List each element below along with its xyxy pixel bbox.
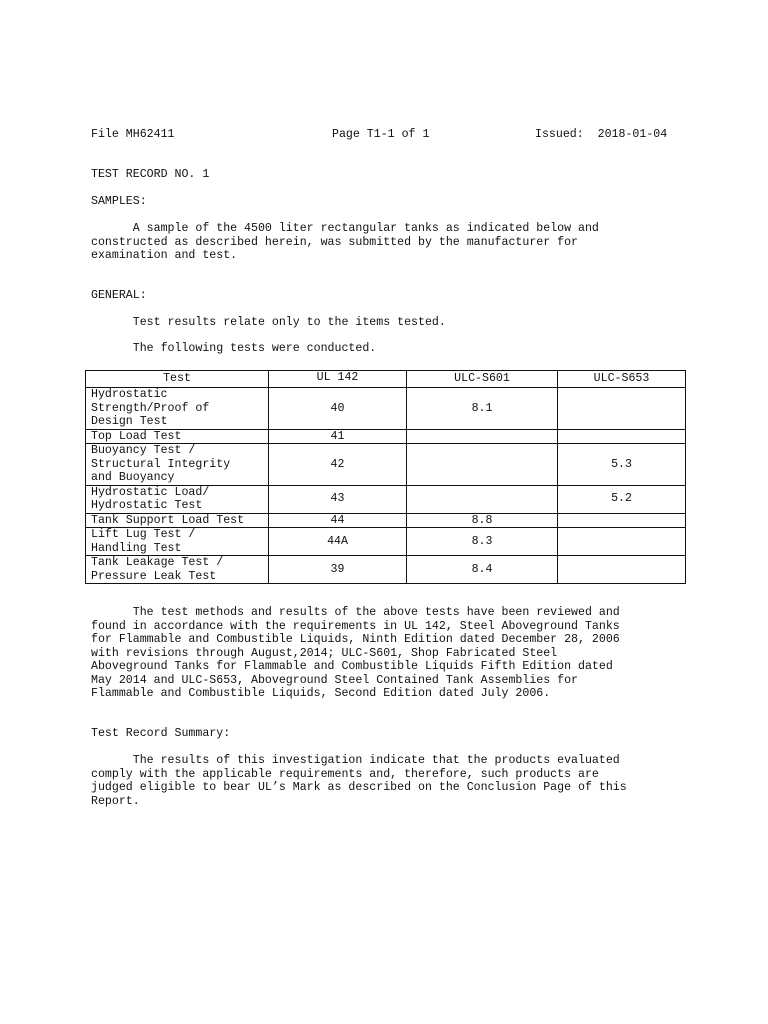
ulc-s601-value (407, 444, 558, 486)
test-name: Buoyancy Test / Structural Integrity and Buoyancy (86, 444, 269, 486)
ulc-s601-value (407, 429, 558, 444)
table-row (86, 388, 686, 430)
summary-paragraph: The results of this investigation indicate that the products evaluated comply with the applicable requirements and, therefore, such products are judged eligible to bear UL’s Mark as described on the Conclusion Page of this Report. (91, 754, 627, 808)
ulc-s653-value (558, 528, 686, 556)
general-heading: GENERAL: (91, 289, 147, 302)
table-row (86, 528, 686, 556)
test-name: Lift Lug Test / Handling Test (86, 528, 269, 556)
issued-date: Issued: 2018-01-04 (535, 128, 668, 141)
ulc-s653-value (558, 556, 686, 584)
table-row (86, 444, 686, 486)
ul142-value: 44A (269, 528, 407, 556)
ulc-s653-value: 5.3 (558, 444, 686, 486)
test-name: Top Load Test (86, 429, 269, 444)
tests-table (85, 370, 686, 584)
samples-paragraph: A sample of the 4500 liter rectangular tanks as indicated below and constructed as described herein, was submitted by the manufacturer for examination and test. (91, 222, 599, 262)
ul142-value: 44 (269, 513, 407, 528)
header-test: Test (86, 371, 269, 388)
test-name: Hydrostatic Strength/Proof of Design Test (86, 388, 269, 430)
ulc-s601-value: 8.1 (407, 388, 558, 430)
ulc-s653-value (558, 429, 686, 444)
ulc-s653-value (558, 513, 686, 528)
ulc-s601-value: 8.3 (407, 528, 558, 556)
methods-paragraph: The test methods and results of the above tests have been reviewed and found in accordance with the requirements in UL 142, Steel Aboveground Tanks for Flammable and Combustible Liquids, Ninth Edition dated December 28, 2006 with revisions through August,2014; ULC-S601, Shop Fabricated Steel Aboveground Tanks for Flammable and Combustible Liquids Fifth Edition dated May 2014 and ULC-S653, Aboveground Steel Contained Tank Assemblies for Flammable and Combustible Liquids, Second Edition dated July 2006. (91, 606, 620, 700)
table-row (86, 485, 686, 513)
table-row (86, 513, 686, 528)
header-ulc-s653: ULC-S653 (558, 371, 686, 388)
ulc-s601-value: 8.8 (407, 513, 558, 528)
test-name: Tank Support Load Test (86, 513, 269, 528)
test-name: Tank Leakage Test / Pressure Leak Test (86, 556, 269, 584)
header-ulc-s601: ULC-S601 (407, 371, 558, 388)
header-ul142: UL 142 (269, 371, 407, 388)
record-title: TEST RECORD NO. 1 (91, 168, 210, 181)
summary-heading: Test Record Summary: (91, 727, 231, 740)
ulc-s653-value: 5.2 (558, 485, 686, 513)
test-name: Hydrostatic Load/ Hydrostatic Test (86, 485, 269, 513)
ulc-s601-value (407, 485, 558, 513)
ul142-value: 43 (269, 485, 407, 513)
general-line-2: The following tests were conducted. (91, 342, 377, 355)
table-row (86, 429, 686, 444)
table-row (86, 556, 686, 584)
samples-heading: SAMPLES: (91, 195, 147, 208)
ul142-value: 40 (269, 388, 407, 430)
ul142-value: 42 (269, 444, 407, 486)
page-number: Page T1-1 of 1 (332, 128, 430, 141)
general-line-1: Test results relate only to the items tested. (91, 316, 446, 329)
ulc-s601-value: 8.4 (407, 556, 558, 584)
table-header-row (86, 371, 686, 388)
ul142-value: 39 (269, 556, 407, 584)
ul142-value: 41 (269, 429, 407, 444)
ulc-s653-value (558, 388, 686, 430)
file-number: File MH62411 (91, 128, 175, 141)
